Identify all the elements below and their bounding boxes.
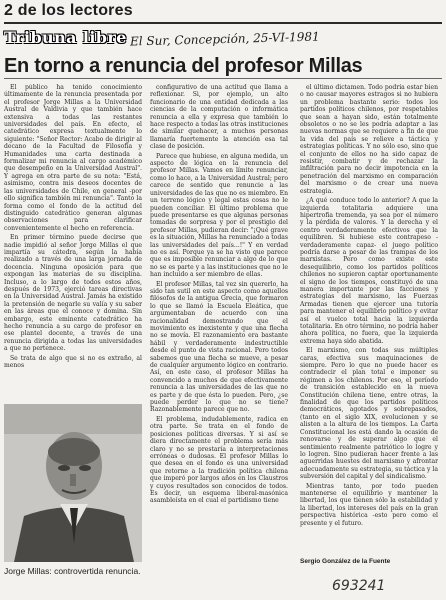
section-title: Tribuna libre bbox=[4, 28, 127, 47]
portrait-photo bbox=[4, 404, 142, 562]
page-header-label: 2 de los lectores bbox=[4, 2, 133, 19]
headline-divider bbox=[4, 78, 442, 79]
column1-paragraph: En primer término puede decirse que nadie impidió al señor Jorge Millas el que impartía su cátedra, según la había realizado a través de una larga jornada de docencia. Ninguna oposición para que expongan las materias de su disciplina. Incluso, a lo largo de todos estos años, después de 1973, ejerció tareas directivas en la Universidad Austral. Jamás ha existido la pretensión de negarle su valía y su saber en las áreas que el conoce y domina. Sin embargo, este eminente catedrático ha hecho renuncia a su cargo de profesor en ese plantel docente, a través de una renuncia dirigida a todas las universidades a que no pertenece. bbox=[4, 234, 142, 353]
column3-paragraph: Mientras tanto, por todo pueden mantenerse el equilibrio y mantener la libertad, los que tienen sólo la estabilidad y la libertad, los intereses del país en la gran perspectiva histórica -esto pero como el presente y el futuro. bbox=[300, 482, 438, 527]
column1-paragraph: El público ha tenido conocimiento últimamente de la renuncia presentada por el profesor Jorge Millas a la Universidad Austral de Valdivia y que también hace extensiva a todas las restantes universidades del país. En efecto, el catedrático expresa textualmente lo siguiente: "Señor Rector: Acabo de dirigir al decano de la Facultad de Filosofía y Humanidades una carta destinada a formalizar mi renuncia al cargo académico que desempeño en la Universidad Austral". Y agrega en otra parte de su nota: "Está, asimismo, contra mis deseos docentes de las universidades de Chile, en general -por ello significa también mi renuncia". Tanto la forma como el fondo de la actitud del distinguido catedrático generan algunas observaciones para clarificar convenientemente el hecho en referencia. bbox=[4, 84, 142, 232]
column3-paragraph: ¿A qué conduce todo lo anterior? A que la izquierda totalitaria adquiere una hipertrofia tremenda, ya sea por el número y la pérdida de valores. Y la derecha y el centro verdaderamente efectivos que la equilibren. Si hubiese este contrapeso -verdaderamente capaz- el juego político podría darse a pesar de las trampas de los marxistas. Pero como existe este desequilibrio, como los partidos políticos chilenos no supieron captar oportunamente el signo de los tiempos, constituyó de una manera importante por las facciones y estrategias del marxismo, las Fuerzas Armadas tienen que ejercer una tutoría para mantener el equilibrio político y evitar así el vuelco total hacia la izquierda totalitaria. En otro término, no podría haber ahora política, no fuera, que la izquierda extrema haya sido abatida. bbox=[300, 197, 438, 345]
column3-paragraph: El marxismo, con todas sus múltiples caras, efectiva sus maquinaciones de siempre. Pero lo que no puede hacer es contradecir el plan total e imponer su régimen a los chilenos. Por eso, el período de transición establecido en la nueva Constitución chilena tiene, entre otras, la finalidad de que los partidos políticos democráticos, agotados y sobrepasados, (tanto en el siglo XIX, evolucionen y se alisten a la altura de los tiempos. La Carta Constitucional les está dando la ocasión de renovarse y de superar algo que el sentimiento realmente patriótico lo logre y lo logren. Sino pudieran hacer frente a las aguerridas huestes del marxismo y afrontar adecuadamente su estrategia, su táctica y la subversión del capital y del sindicalismo. bbox=[300, 347, 438, 481]
handwritten-note: El Sur, Concepción, 25-VI-1981 bbox=[129, 29, 320, 49]
photo-caption: Jorge Millas: controvertida renuncia. bbox=[4, 566, 141, 576]
column2-paragraph: El problema, indudablemente, radica en otra parte. Se trata en el fondo de posiciones políticas diversas. Y si así se diera directamente el problema sería más claro y no se prestaría a interpretaciones erróneas o dudosas. El profesor Millas lo que desea en el fondo es una universidad que retorne a la tradición política chilena que imperó por largos años en los Claustros y cuyos resultados son conocidos de todos. Es decir, un esquema liberal-masónica asambleísta en el cual el partidismo tiene bbox=[150, 415, 288, 505]
article-column-3 bbox=[300, 84, 438, 550]
header-divider bbox=[4, 22, 442, 24]
column3-paragraph: el último dictamen. Todo podría estar bien o no causar mayores estragos si no hubiera un problema bastante serio: todos los partidos políticos chilenos, por respetables que sean a hayan sido, están totalmente obsoletos o no se les podría adaptar a las nuevas normas que se requiere a fin de que la vida del país se relieve a táctica y estrategias políticas. Y no sólo eso, sino que el conjunto de ellos no ha sido capaz de resistir, combatir y de rechazar la infiltración para no decir impotencia en la penetración del marxismo en comparación del marxismo o de crear una nueva estrategia. bbox=[300, 84, 438, 195]
portrait-illustration bbox=[4, 404, 142, 562]
article-column-1 bbox=[4, 84, 142, 400]
author-signature: Sergio González de la Fuente bbox=[300, 558, 391, 565]
article-headline: En torno a renuncia del profesor Millas bbox=[4, 55, 363, 77]
column2-paragraph: configurativo de una actitud que llama a reflexionar. Si, por ejemplo, un alto funcionario de una entidad dedicada a las ciencias de la computación o informática renuncia a ella y expresa que también lo hace respecto a todas las otras instituciones de similar quehacer, a muchos personas llamaría fuertemente la atención esa tal clase de posición. bbox=[150, 84, 288, 151]
column1-paragraph: Se trata de algo que si no es extraño, al menos bbox=[4, 354, 142, 370]
column2-paragraph: El profesor Millas, tal vez sin quererlo, ha sido tan sutil en este aspecto como aquellos filósofos de la antigua Grecia, que formaron lo que se llamó la Escuela Eleática, que argumentaban de acuerdo con una racionalidad demostrando que el movimiento es inexistente y que una flecha no se movía. El razonamiento era bastante hábil y verdaderamente indestructible desde el punto de vista racional. Pero todos sabemos que una flecha se mueve, a pesar de cualquier argumento lógico en contrario. Así, en este caso, el profesor Millas ha convencido a muchos de que efectivamente renuncia a las universidades de las que no es parte y de que ésta lo pueden. Pero, ¿se puede perder lo que no se tiene? Razonablemente parece que no. bbox=[150, 280, 288, 414]
archive-stamp-number: 693241 bbox=[332, 578, 386, 594]
column2-paragraph: Parece que hubiese, en alguna medida, un aspecto de lógica en la renuncia del profesor Millas. Vamos en límite renunciar, como lo hace, a la Universidad Austral; pero carece de sentido que renuncie a las universidades de las que no es miembro. En un terreno lógico y legal estas cosas no le pueden conciliar. El último problema que puede presentarse es que algunas personas tomadas de sorpresa y por el prestigio del profesor Millas, pudieran decir: "¡Qué grave es la situación, Millas ha renunciado a todas las universidades del país...!" Y en verdad no es así. Porque ya se ha visto que parece que es imposible renunciar a algo de lo que no se es parte y a las instituciones que no le han incluido a ser miembro de ellas. bbox=[150, 152, 288, 279]
article-column-2 bbox=[150, 84, 288, 572]
